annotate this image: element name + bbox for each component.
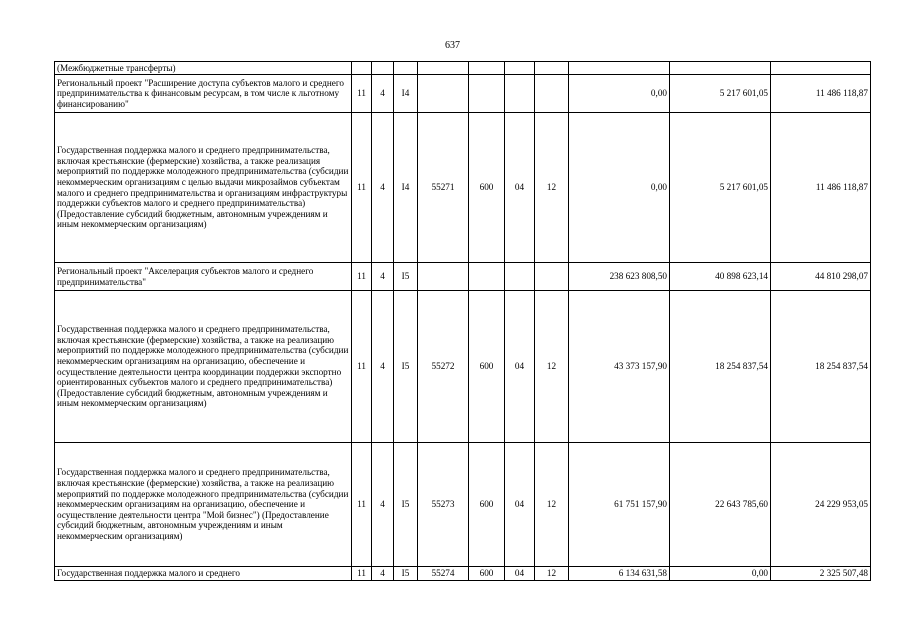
row-name-cell: Региональный проект "Расширение доступа субъектов малого и среднего предпринимательства к финансовым ресурсам, в том числе к льготному финансированию" bbox=[55, 75, 352, 113]
amount-year-1-cell: 61 751 157,90 bbox=[569, 443, 670, 567]
code-section-cell: 11 bbox=[352, 113, 372, 263]
code-project-cell: I4 bbox=[394, 113, 418, 263]
row-name-cell: Государственная поддержка малого и среднего предпринимательства, включая крестьянские (фермерские) хозяйства, а также на реализацию мероприятий по поддержке молодежного предпринимательства (субсидии некоммерческим организациям на организацию, обеспечение и осуществление деятельности центра "Мой бизнес") (Предоставление субсидий бюджетным, автономным учреждениям и иным некоммерческим организациям) bbox=[55, 443, 352, 567]
amount-year-1-cell: 0,00 bbox=[569, 75, 670, 113]
amount-year-2-cell: 5 217 601,05 bbox=[670, 113, 771, 263]
code-program-cell: 4 bbox=[372, 443, 394, 567]
code-expense-type-cell bbox=[469, 62, 505, 75]
code-program-cell: 4 bbox=[372, 291, 394, 443]
code-section-cell: 11 bbox=[352, 443, 372, 567]
amount-year-3-cell: 18 254 837,54 bbox=[771, 291, 871, 443]
amount-year-1-cell: 0,00 bbox=[569, 113, 670, 263]
amount-year-2-cell: 18 254 837,54 bbox=[670, 291, 771, 443]
budget-table bbox=[54, 61, 871, 581]
code-direction-cell bbox=[418, 75, 469, 113]
table-row bbox=[55, 443, 871, 567]
code-project-cell: I4 bbox=[394, 75, 418, 113]
amount-year-3-cell: 2 325 507,48 bbox=[771, 567, 871, 581]
row-name-cell: Государственная поддержка малого и среднего предпринимательства, включая крестьянские (фермерские) хозяйства, а также на реализацию мероприятий по поддержке молодежного предпринимательства (субсидии некоммерческим организациям на организацию, обеспечение и осуществление деятельности центра координации поддержки экспортно ориентированных субъектов малого и среднего предпринимательства) (Предоставление субсидий бюджетным, автономным учреждениям и иным некоммерческим организациям) bbox=[55, 291, 352, 443]
code-expense-type-cell bbox=[469, 75, 505, 113]
row-name-cell: Государственная поддержка малого и среднего предпринимательства, включая крестьянские (фермерские) хозяйства, а также реализация мероприятий по поддержке молодежного предпринимательства (субсидии некоммерческим организациям с целью выдачи микрозаймов субъектам малого и среднего предпринимательства и организациям инфраструктуры поддержки субъектов малого и среднего предпринимательства) (Предоставление субсидий бюджетным, автономным учреждениям и иным некоммерческим организациям) bbox=[55, 113, 352, 263]
code-expense-type-cell: 600 bbox=[469, 567, 505, 581]
code-subsection-cell: 04 bbox=[505, 567, 535, 581]
amount-year-3-cell: 11 486 118,87 bbox=[771, 75, 871, 113]
code-direction-cell bbox=[418, 62, 469, 75]
code-project-cell: I5 bbox=[394, 443, 418, 567]
amount-year-1-cell: 238 623 808,50 bbox=[569, 263, 670, 291]
row-name-cell: Региональный проект "Акселерация субъектов малого и среднего предпринимательства" bbox=[55, 263, 352, 291]
code-subsection-cell: 04 bbox=[505, 113, 535, 263]
code-section-cell: 11 bbox=[352, 291, 372, 443]
row-name-cell: Государственная поддержка малого и среднего bbox=[55, 567, 352, 581]
code-chapter-cell bbox=[535, 75, 569, 113]
table-row bbox=[55, 291, 871, 443]
row-name-cell: (Межбюджетные трансферты) bbox=[55, 62, 352, 75]
code-chapter-cell: 12 bbox=[535, 443, 569, 567]
code-section-cell: 11 bbox=[352, 567, 372, 581]
table-row bbox=[55, 113, 871, 263]
code-subsection-cell bbox=[505, 75, 535, 113]
amount-year-1-cell: 6 134 631,58 bbox=[569, 567, 670, 581]
code-chapter-cell: 12 bbox=[535, 567, 569, 581]
code-chapter-cell bbox=[535, 62, 569, 75]
amount-year-2-cell: 0,00 bbox=[670, 567, 771, 581]
code-direction-cell: 55272 bbox=[418, 291, 469, 443]
amount-year-1-cell bbox=[569, 62, 670, 75]
code-project-cell: I5 bbox=[394, 567, 418, 581]
code-program-cell bbox=[372, 62, 394, 75]
code-section-cell: 11 bbox=[352, 75, 372, 113]
code-project-cell: I5 bbox=[394, 291, 418, 443]
code-expense-type-cell bbox=[469, 263, 505, 291]
table-row bbox=[55, 75, 871, 113]
amount-year-3-cell bbox=[771, 62, 871, 75]
code-section-cell: 11 bbox=[352, 263, 372, 291]
code-project-cell: I5 bbox=[394, 263, 418, 291]
code-expense-type-cell: 600 bbox=[469, 443, 505, 567]
code-section-cell bbox=[352, 62, 372, 75]
amount-year-3-cell: 44 810 298,07 bbox=[771, 263, 871, 291]
code-direction-cell: 55274 bbox=[418, 567, 469, 581]
code-expense-type-cell: 600 bbox=[469, 113, 505, 263]
code-subsection-cell: 04 bbox=[505, 443, 535, 567]
code-subsection-cell bbox=[505, 263, 535, 291]
amount-year-2-cell bbox=[670, 62, 771, 75]
code-direction-cell: 55271 bbox=[418, 113, 469, 263]
code-direction-cell: 55273 bbox=[418, 443, 469, 567]
amount-year-3-cell: 24 229 953,05 bbox=[771, 443, 871, 567]
amount-year-3-cell: 11 486 118,87 bbox=[771, 113, 871, 263]
code-program-cell: 4 bbox=[372, 567, 394, 581]
table-row bbox=[55, 62, 871, 75]
code-project-cell bbox=[394, 62, 418, 75]
code-subsection-cell: 04 bbox=[505, 291, 535, 443]
table-row bbox=[55, 263, 871, 291]
code-expense-type-cell: 600 bbox=[469, 291, 505, 443]
code-chapter-cell: 12 bbox=[535, 113, 569, 263]
code-subsection-cell bbox=[505, 62, 535, 75]
code-chapter-cell bbox=[535, 263, 569, 291]
table-row bbox=[55, 567, 871, 581]
amount-year-1-cell: 43 373 157,90 bbox=[569, 291, 670, 443]
code-program-cell: 4 bbox=[372, 113, 394, 263]
code-chapter-cell: 12 bbox=[535, 291, 569, 443]
code-program-cell: 4 bbox=[372, 263, 394, 291]
amount-year-2-cell: 22 643 785,60 bbox=[670, 443, 771, 567]
code-program-cell: 4 bbox=[372, 75, 394, 113]
page-number: 637 bbox=[445, 40, 460, 51]
code-direction-cell bbox=[418, 263, 469, 291]
amount-year-2-cell: 5 217 601,05 bbox=[670, 75, 771, 113]
amount-year-2-cell: 40 898 623,14 bbox=[670, 263, 771, 291]
